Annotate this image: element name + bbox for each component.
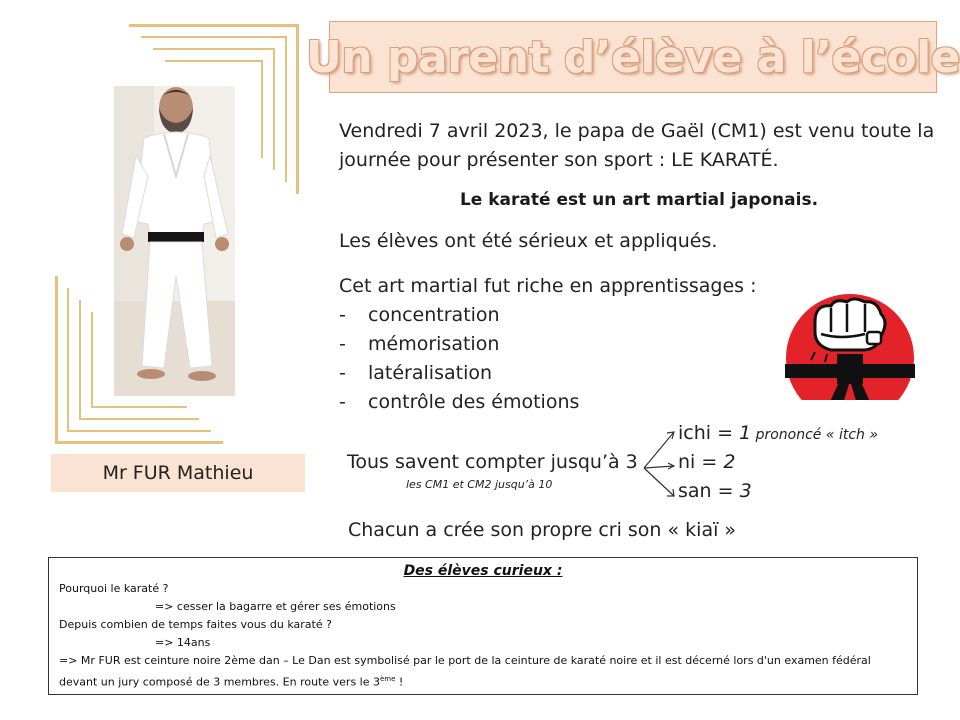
learnings-list [339, 301, 579, 417]
info-box-title: Des élèves curieux : [403, 563, 563, 579]
intro-paragraph: Vendredi 7 avril 2023, le papa de Gaël (CM1) est venu toute la journée pour présenter son sport : LE KARATÉ. [339, 120, 935, 171]
caption-text: Mr FUR Mathieu [102, 462, 254, 484]
title-banner [306, 21, 960, 93]
counting-arrows [640, 426, 680, 506]
karate-fist-logo [785, 292, 915, 402]
list-item: - latéralisation [339, 362, 493, 384]
serious-line: Les élèves ont été sérieux et appliqués. [339, 230, 718, 252]
art-martial-line: Le karaté est un art martial japonais. [459, 190, 819, 210]
count-san: san = 3 [678, 480, 752, 502]
list-item: - concentration [339, 304, 500, 326]
count-ichi: ichi = 1 prononcé « itch » [678, 422, 879, 444]
answer-1: => cesser la bagarre et gérer ses émotions [155, 600, 396, 613]
dan-note: => Mr FUR est ceinture noire 2ème dan – Le Dan est symbolisé par le port de la ceinture de karaté noire et il est décerné lors d'un examen fédéral devant un jury composé de 3 membres. En route vers le 3ème ! [59, 654, 871, 689]
kiai-line: Chacun a crée son propre cri son « kiaï » [348, 519, 737, 541]
page-title: Un parent d’élève à l’école [306, 31, 960, 83]
question-1: Pourquoi le karaté ? [59, 582, 169, 595]
list-item: - contrôle des émotions [339, 391, 580, 413]
counting-subtext: les CM1 et CM2 jusqu’à 10 [406, 478, 553, 491]
learnings-title: Cet art martial fut riche en apprentissages : [339, 275, 757, 297]
question-2: Depuis combien de temps faites vous du karaté ? [59, 618, 332, 631]
photo-caption [51, 454, 305, 492]
count-ni: ni = 2 [678, 451, 736, 473]
curious-students-box [48, 557, 918, 695]
counting-text: Tous savent compter jusqu’à 3 [347, 451, 638, 473]
karateka-photo [114, 86, 235, 396]
list-item: - mémorisation [339, 333, 500, 355]
answer-2: => 14ans [155, 636, 211, 649]
